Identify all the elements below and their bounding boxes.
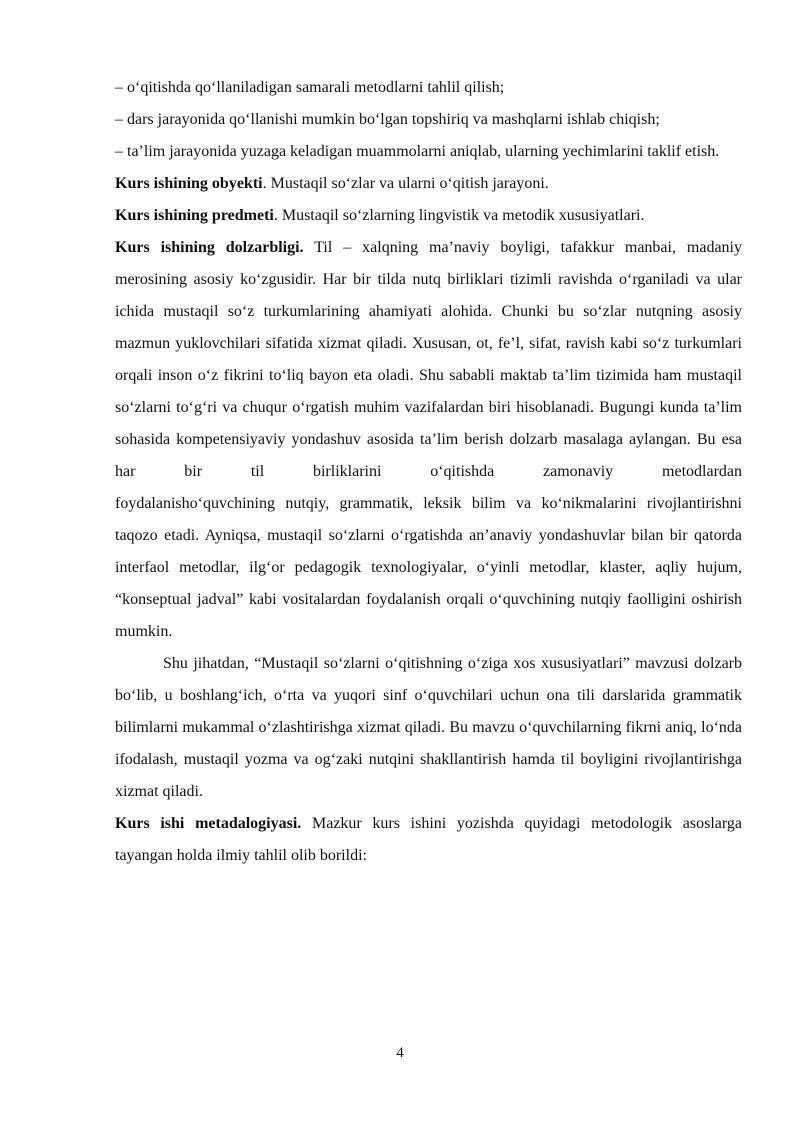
bullet-item: – dars jarayonida qo‘llanishi mumkin bo‘lgan topshiriq va mashqlarni ishlab chiqish; bbox=[115, 111, 660, 128]
methodology-paragraph bbox=[115, 808, 742, 872]
topic-paragraph: Shu jihatdan, “Mustaqil so‘zlarni o‘qitishning o‘ziga xos xususiyatlari” mavzusi dolzarb bo‘lib, u boshlang‘ich, o‘rta va yuqori sinf o‘quvchilari uchun ona tili darslarida grammatik bilimlarni mukammal o‘zlashtirishga xizmat qiladi. Bu mavzu o‘quvchilarning fikrni aniq, lo‘nda ifodalash, mustaqil yozma va og‘zaki nutqini shakllantirish hamda til boyligini rivojlantirishga xizmat qiladi. bbox=[115, 655, 742, 800]
subject-paragraph bbox=[115, 200, 742, 232]
subject-heading: Kurs ishining predmeti bbox=[115, 207, 274, 224]
relevance-paragraph-continued: foydalanisho‘quvchining nutqiy, grammatik, leksik bilim va ko‘nikmalarini rivojlantirishni taqozo etadi. Ayniqsa, mustaqil so‘zlarni o‘rgatishda an’anaviy yondashuvlar bilan bir qatorda interfaol metodlar, ilg‘or pedagogik texnologiyalar, o‘yinli metodlar, klaster, aqliy hujum, “konseptual jadval” kabi vositalardan foydalanish orqali o‘quvchining nutqiy faolligini oshirish mumkin. bbox=[115, 495, 742, 640]
bullet-item: – o‘qitishda qo‘llaniladigan samarali metodlarni tahlil qilish; bbox=[115, 79, 505, 96]
page-content bbox=[115, 72, 742, 872]
relevance-heading: Kurs ishining dolzarbligi. bbox=[115, 239, 304, 256]
bullet-item: – ta’lim jarayonida yuzaga keladigan muammolarni aniqlab, ularning yechimlarini taklif etish. bbox=[115, 143, 720, 160]
methodology-text: Mazkur kurs ishini yozishda quyidagi metodologik asoslarga tayangan holda ilmiy tahlil olib borildi: bbox=[115, 815, 743, 864]
object-heading: Kurs ishining obyekti bbox=[115, 175, 263, 192]
object-text: . Mustaqil so‘zlar va ularni o‘qitish jarayoni. bbox=[262, 175, 549, 192]
object-paragraph bbox=[115, 168, 742, 200]
methodology-heading: Kurs ishi metadalogiyasi. bbox=[115, 815, 302, 832]
relevance-text: Til – xalqning ma’naviy boyligi, tafakkur manbai, madaniy merosining asosiy ko‘zgusidir. Har bir tilda nutq birliklari tizimli ravishda o‘rganiladi va ular ichida mustaqil so‘z turkumlarining ahamiyati alohida. Chunki bu so‘zlar nutqning asosiy mazmun yuklovchilari sifatida xizmat qiladi. Xususan, ot, fe’l, sifat, ravish kabi so‘z turkumlari orqali inson o‘z fikrini to‘liq bayon eta oladi. Shu sababli maktab ta’lim tizimida ham mustaqil so‘zlarni to‘g‘ri va chuqur o‘rgatish muhim vazifalardan biri hisoblanadi. Bugungi kunda ta’lim sohasida kompetensiyaviy yondashuv asosida ta’lim berish dolzarb masalaga aylangan. Bu esa har bir til birliklarini o‘qitishda zamonaviy metodlardan bbox=[115, 239, 742, 480]
subject-text: . Mustaqil so‘zlarning lingvistik va metodik xususiyatlari. bbox=[273, 207, 645, 224]
relevance-paragraph bbox=[115, 232, 742, 488]
page-number: 4 bbox=[396, 1045, 404, 1061]
